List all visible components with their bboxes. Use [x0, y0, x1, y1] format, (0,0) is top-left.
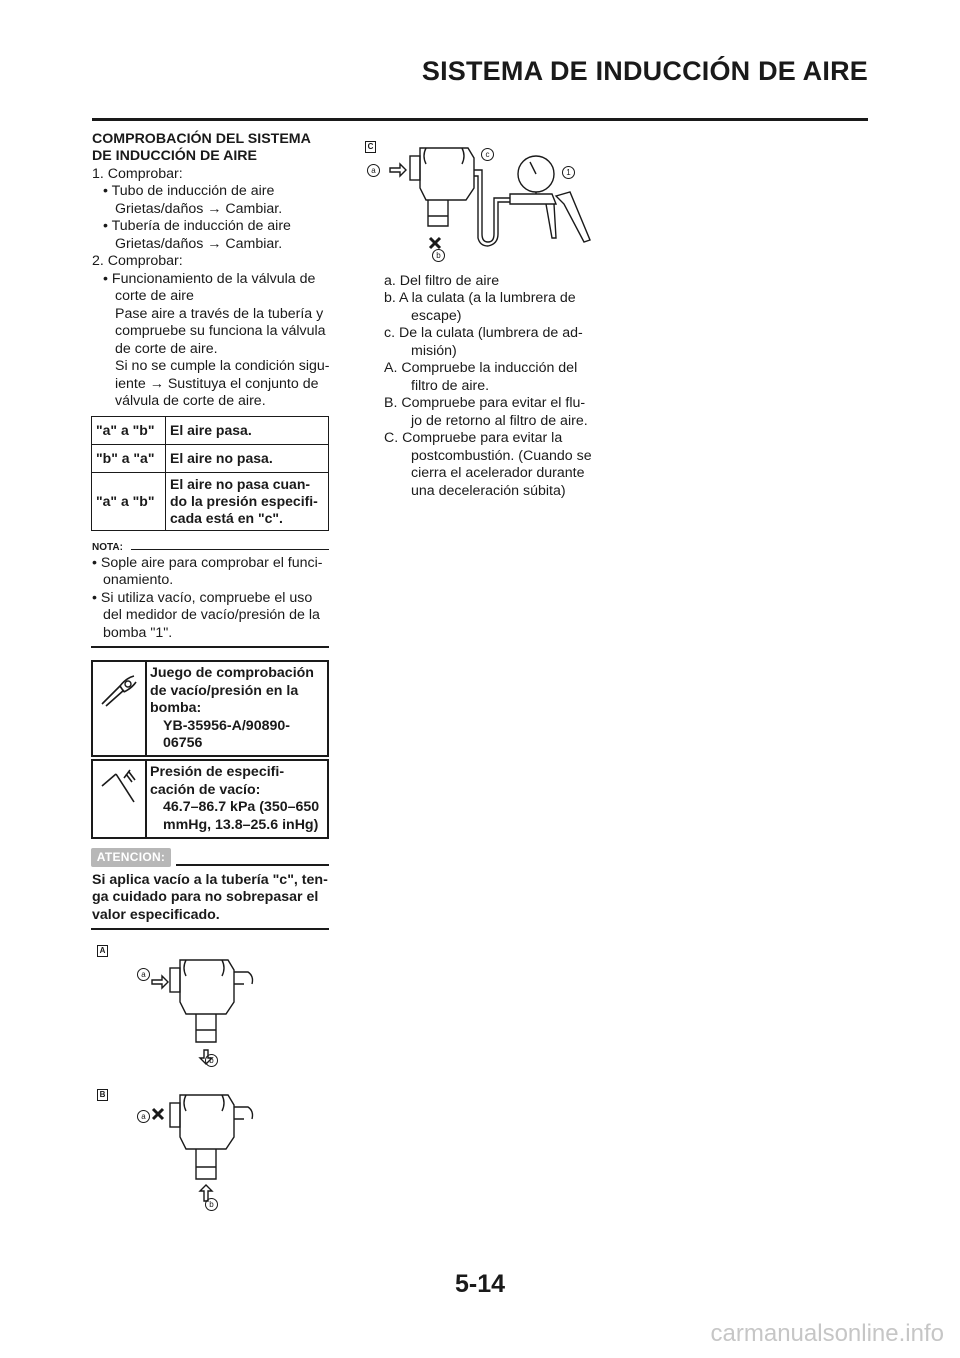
step-2-line: Pase aire a través de la tubería y — [115, 306, 324, 322]
callout-a: a — [137, 968, 150, 981]
note-line: del medidor de vacío/presión de la — [103, 607, 320, 623]
step-1-bullet-1-result: Grietas/daños → Cambiar. — [115, 201, 283, 217]
step-2-line: corte de aire — [115, 288, 194, 304]
step-2-line: de corte de aire. — [115, 341, 218, 357]
legend-line: escape) — [411, 308, 462, 324]
caution-line: Si aplica vacío a la tubería "c", ten- — [92, 872, 328, 888]
note-label: NOTA: — [92, 542, 123, 553]
callout-b: b — [205, 1054, 218, 1067]
legend-line: filtro de aire. — [411, 378, 490, 394]
table-cell — [166, 473, 329, 531]
step-2-line: válvula de corte de aire. — [115, 393, 266, 409]
legend-line: una deceleración súbita) — [411, 483, 566, 499]
spec-line: cación de vacío: — [150, 782, 261, 798]
legend-line: b. A la culata (a la lumbrera de — [384, 290, 576, 306]
page-title: SISTEMA DE INDUCCIÓN DE AIRE — [421, 56, 868, 86]
legend-line: jo de retorno al filtro de aire. — [411, 413, 588, 429]
legend-line: postcombustión. (Cuando se — [411, 448, 592, 464]
note-line: bomba "1". — [103, 625, 173, 641]
tool-line: YB-35956-A/90890- — [163, 718, 290, 734]
specification-icon — [98, 768, 140, 808]
header-rule — [92, 118, 868, 121]
callout-b: b — [205, 1198, 218, 1211]
valve-diagram-a — [130, 940, 260, 1070]
table-cell: "a" a "b" — [92, 473, 166, 531]
step-2: 2. Comprobar: — [92, 253, 183, 269]
tool-line: 06756 — [163, 735, 203, 751]
callout-a: a — [137, 1110, 150, 1123]
step-2-line: iente → Sustituya el conjunto de — [115, 376, 319, 392]
note-line: • Sople aire para comprobar el funci- — [92, 555, 323, 571]
legend-line: B. Compruebe para evitar el flu- — [384, 395, 586, 411]
note-end-rule — [91, 646, 329, 648]
tool-line: de vacío/presión en la — [150, 683, 299, 699]
table-cell-line: do la presión especifi- — [170, 493, 318, 509]
tool-icon — [98, 670, 140, 710]
callout-a: a — [367, 164, 380, 177]
step-1: 1. Comprobar: — [92, 166, 183, 182]
callout-c: c — [481, 148, 494, 161]
spec-box-divider — [145, 759, 147, 839]
page-number: 5-14 — [454, 1270, 506, 1298]
watermark: carmanualsonline.info — [710, 1320, 944, 1347]
figure-label-a: A — [97, 945, 108, 957]
table-row — [92, 445, 329, 473]
caution-end-rule — [91, 928, 329, 930]
table-cell: "b" a "a" — [92, 445, 166, 473]
table-cell: El aire pasa. — [166, 417, 329, 445]
step-2-line: Si no se cumple la condición sigu- — [115, 358, 330, 374]
spec-line: Presión de especifi- — [150, 764, 285, 780]
callout-b: b — [432, 249, 445, 262]
caution-label: ATENCION: — [91, 848, 171, 867]
legend-line: C. Compruebe para evitar la — [384, 430, 563, 446]
section-title-line2: DE INDUCCIÓN DE AIRE — [92, 148, 258, 164]
step-2-line: • Funcionamiento de la válvula de — [103, 271, 316, 287]
caution-rule — [176, 864, 329, 866]
caution-line: ga cuidado para no sobrepasar el — [92, 889, 319, 905]
step-2-line: compruebe su funciona la válvula — [115, 323, 326, 339]
figure-label-c: C — [365, 141, 376, 153]
valve-diagram-b — [130, 1085, 260, 1215]
airflow-table — [91, 416, 329, 531]
step-1-bullet-1: • Tubo de inducción de aire — [103, 183, 275, 199]
step-1-bullet-2: • Tubería de inducción de aire — [103, 218, 291, 234]
figure-label-b: B — [97, 1089, 108, 1101]
table-row — [92, 417, 329, 445]
caution-line: valor especificado. — [92, 907, 220, 923]
legend-line: A. Compruebe la inducción del — [384, 360, 578, 376]
callout-1: 1 — [562, 166, 575, 179]
legend-line: c. De la culata (lumbrera de ad- — [384, 325, 583, 341]
tool-line: Juego de comprobación — [150, 665, 314, 681]
step-1-bullet-2-result: Grietas/daños → Cambiar. — [115, 236, 283, 252]
table-row — [92, 473, 329, 531]
legend-line: misión) — [411, 343, 457, 359]
tool-line: bomba: — [150, 700, 202, 716]
legend-line: cierra el acelerador durante — [411, 465, 585, 481]
spec-line: 46.7–86.7 kPa (350–650 — [163, 799, 320, 815]
table-cell-line: El aire no pasa cuan- — [170, 476, 311, 492]
note-line: onamiento. — [103, 572, 174, 588]
table-cell-line: cada está en "c". — [170, 510, 283, 526]
section-title-line1: COMPROBACIÓN DEL SISTEMA — [92, 131, 311, 147]
table-cell: "a" a "b" — [92, 417, 166, 445]
note-line: • Si utiliza vacío, compruebe el uso — [92, 590, 313, 606]
table-cell: El aire no pasa. — [166, 445, 329, 473]
note-rule — [131, 549, 329, 550]
spec-line: mmHg, 13.8–25.6 inHg) — [163, 817, 319, 833]
tool-box-divider — [145, 660, 147, 757]
legend-line: a. Del filtro de aire — [384, 273, 500, 289]
